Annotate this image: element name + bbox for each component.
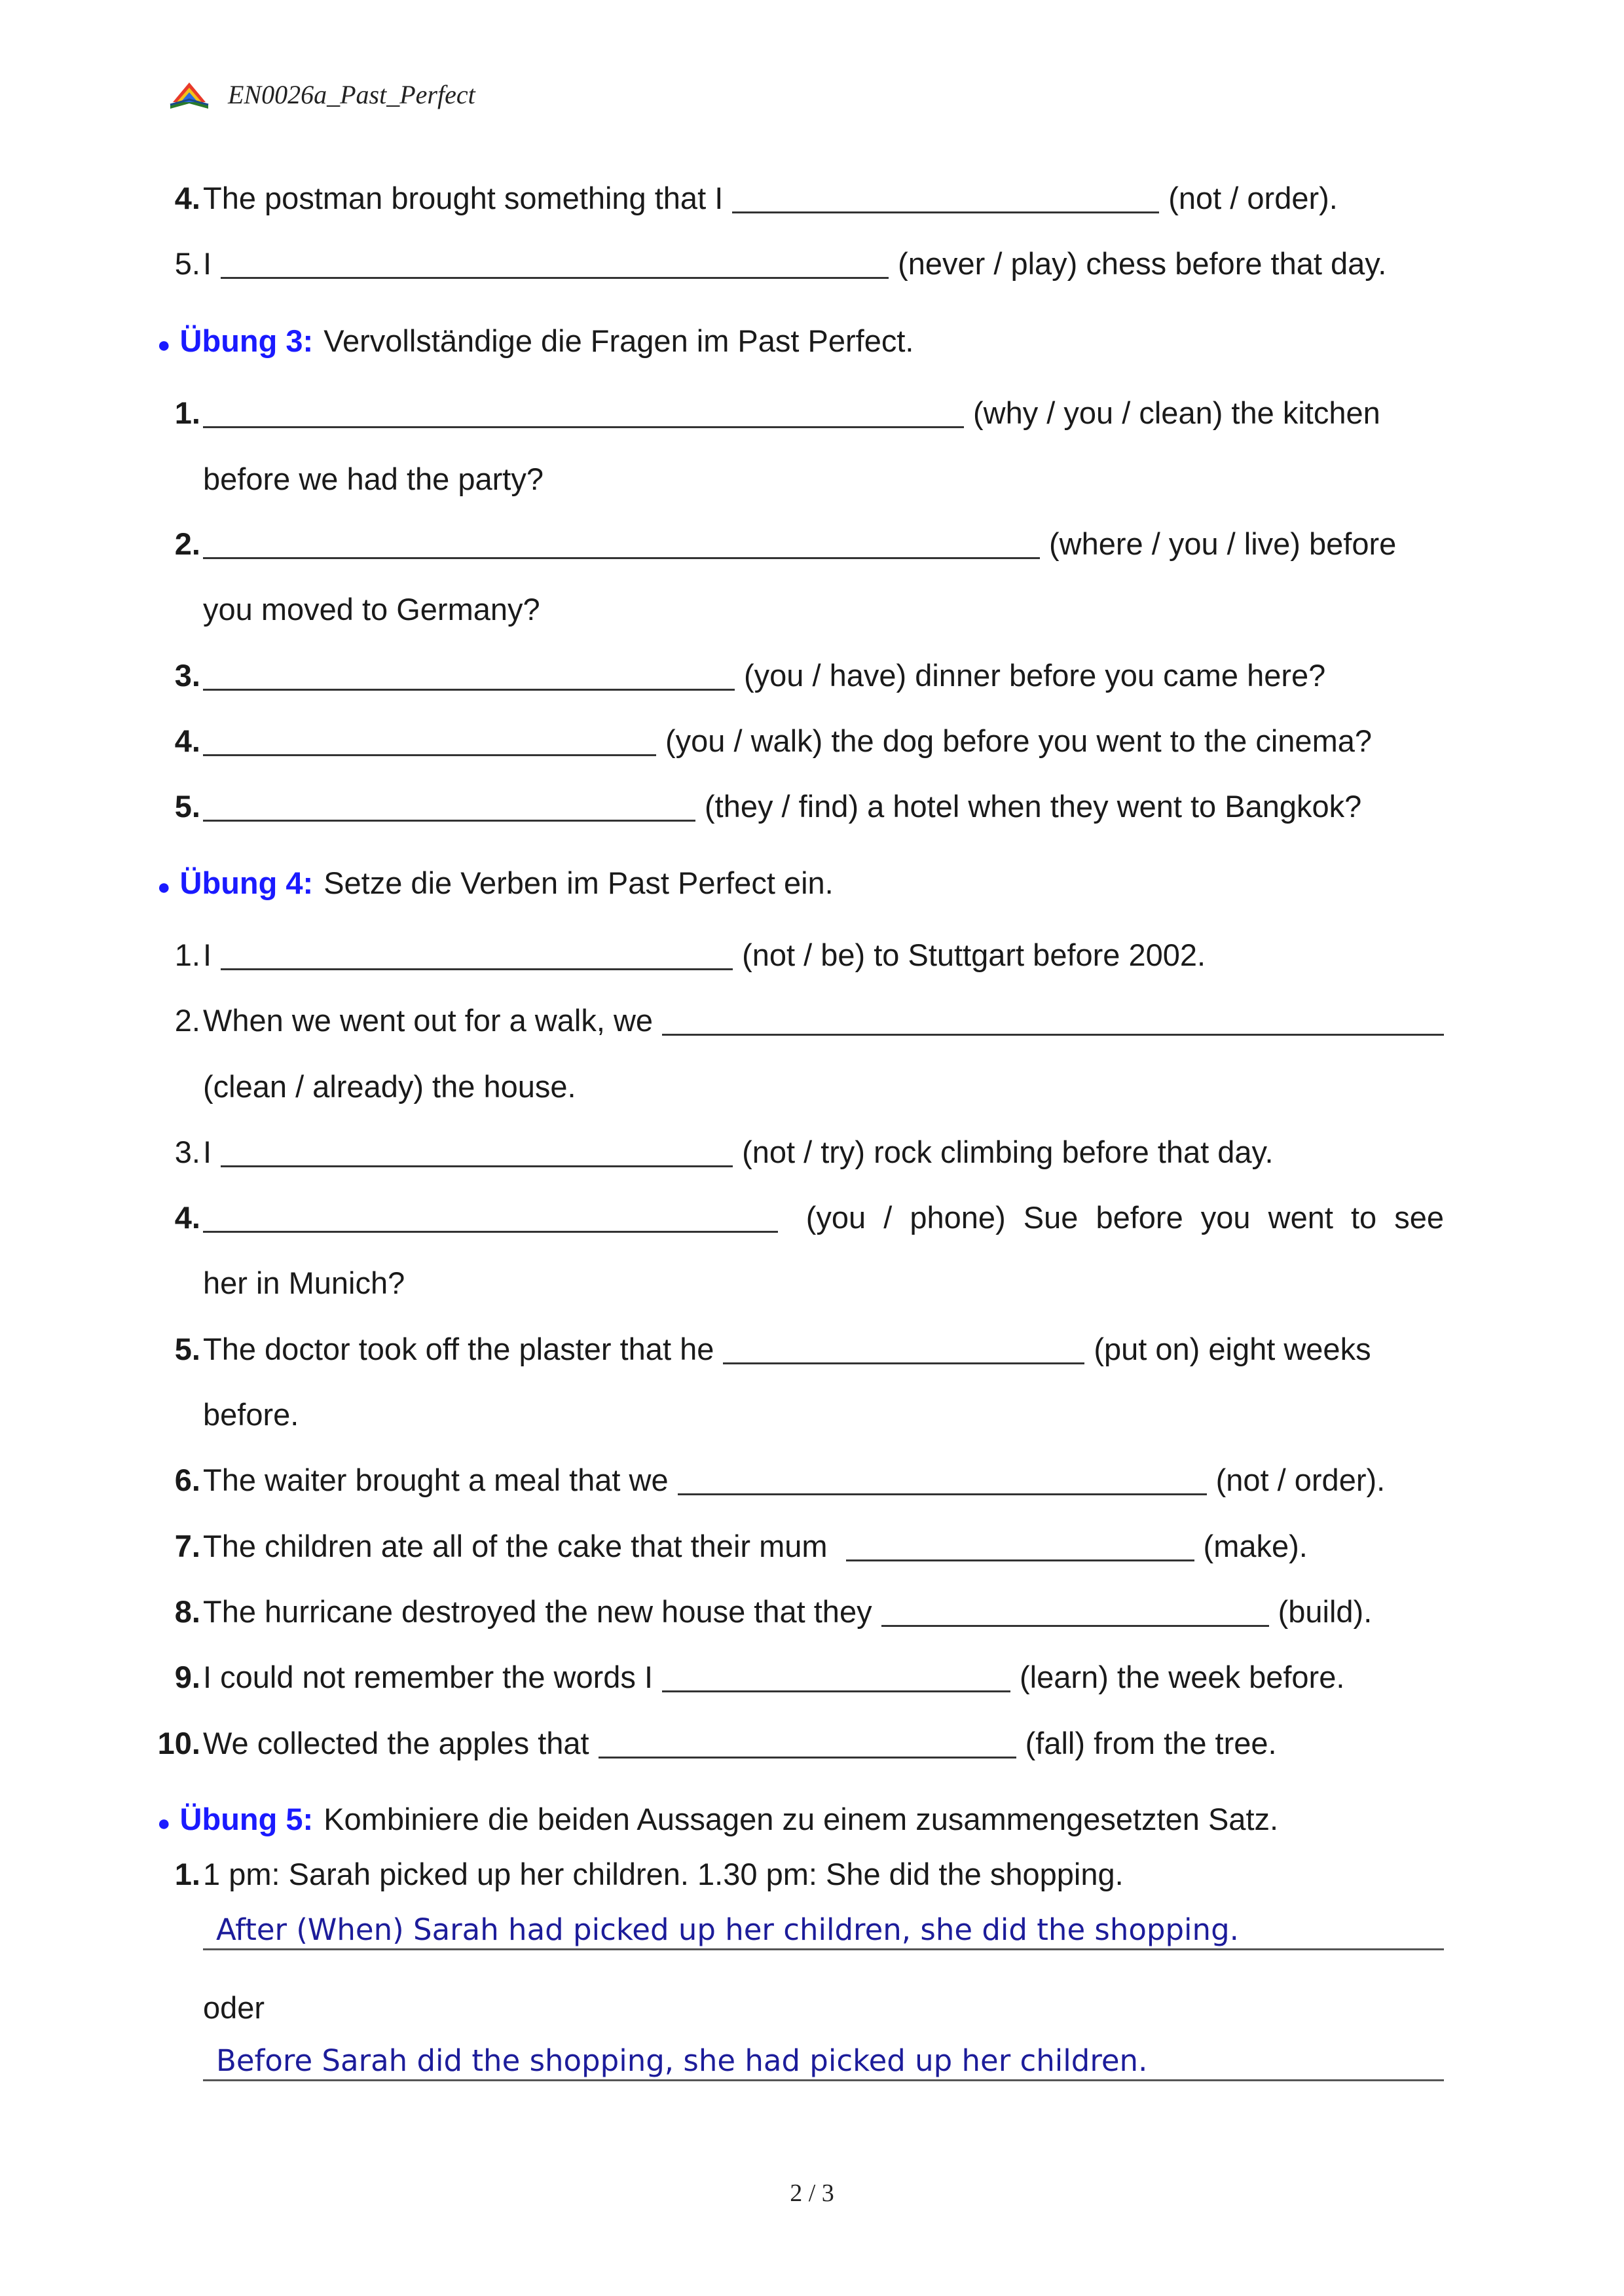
handwritten-answer: Before Sarah did the shopping, she had picked up her children.	[216, 2043, 1148, 2078]
exercise-item: 3. I (not / try) rock climbing before that day.	[174, 1135, 1274, 1169]
page-header	[168, 73, 475, 115]
exercise-item: 5. I (never / play) chess before that day.	[174, 246, 1387, 281]
exercise-item-continuation: (clean / already) the house.	[203, 1069, 576, 1104]
exercise-5-heading: ● Übung 5: Kombiniere die beiden Aussagen zu einem zusammengesetzten Satz.	[157, 1802, 1279, 1836]
exercise-item-continuation: before we had the party?	[203, 462, 544, 496]
exercise-3-heading: ● Übung 3: Vervollständige die Fragen im Past Perfect.	[157, 323, 914, 358]
exercise-item-continuation: before.	[203, 1397, 299, 1432]
exercise-item: 10. We collected the apples that (fall) from the tree.	[157, 1726, 1277, 1760]
exercise-item: 5. The doctor took off the plaster that he (put on) eight weeks	[174, 1332, 1371, 1366]
exercise-item: 1. 1 pm: Sarah picked up her children. 1.30 pm: She did the shopping.	[174, 1857, 1124, 1891]
answer-blank[interactable]	[662, 1005, 1444, 1036]
page-number: 2 / 3	[790, 2179, 834, 2207]
or-label: oder	[203, 1990, 265, 2025]
bullet-icon: ●	[157, 1811, 171, 1836]
answer-blank[interactable]	[732, 183, 1159, 213]
answer-blank[interactable]	[723, 1334, 1084, 1364]
exercise-item-continuation: her in Munich?	[203, 1266, 405, 1300]
answer-blank[interactable]	[203, 725, 656, 756]
exercise-item: 9. I could not remember the words I (learn) the week before.	[174, 1660, 1345, 1694]
exercise-item: 4. (you / walk) the dog before you went to the cinema?	[174, 723, 1373, 758]
answer-blank[interactable]	[662, 1662, 1010, 1692]
exercise-item: 1. I (not / be) to Stuttgart before 2002.	[174, 938, 1206, 972]
exercise-item: 5. (they / find) a hotel when they went to Bangkok?	[174, 789, 1362, 824]
answer-blank[interactable]	[881, 1596, 1269, 1627]
answer-blank[interactable]	[221, 1137, 733, 1167]
exercise-item: 6. The waiter brought a meal that we (not / order).	[174, 1463, 1386, 1497]
answer-blank[interactable]	[221, 939, 733, 970]
exercise-item: 1. (why / you / clean) the kitchen	[174, 395, 1380, 430]
answer-blank[interactable]	[846, 1531, 1194, 1561]
answer-blank[interactable]	[203, 660, 735, 691]
answer-blank[interactable]	[203, 397, 964, 428]
exercise-item: 7. The children ate all of the cake that their mum (make).	[174, 1529, 1308, 1563]
answer-line[interactable]	[203, 2037, 1444, 2081]
exercise-item-continuation: you moved to Germany?	[203, 592, 540, 627]
bullet-icon: ●	[157, 333, 171, 357]
exercise-item: 4. The postman brought something that I (not / order).	[174, 181, 1338, 215]
document-id: EN0026a_Past_Perfect	[228, 79, 475, 109]
exercise-item: 3. (you / have) dinner before you came here?	[174, 658, 1326, 693]
bullet-icon: ●	[157, 875, 171, 900]
answer-blank[interactable]	[221, 248, 889, 279]
answer-line[interactable]	[203, 1906, 1444, 1950]
answer-blank[interactable]	[203, 528, 1040, 559]
answer-blank[interactable]	[678, 1465, 1207, 1495]
exercise-4-heading: ● Übung 4: Setze die Verben im Past Perfect ein.	[157, 866, 834, 900]
answer-blank[interactable]	[599, 1728, 1016, 1758]
book-rainbow-logo-icon	[168, 79, 211, 110]
handwritten-answer: After (When) Sarah had picked up her children, she did the shopping.	[216, 1912, 1239, 1947]
exercise-item: 8. The hurricane destroyed the new house that they (build).	[174, 1594, 1373, 1629]
exercise-item: 4. (you / phone) Sue before you went to see	[174, 1200, 1444, 1235]
exercise-item: 2. When we went out for a walk, we	[131, 998, 1444, 1036]
answer-blank[interactable]	[203, 791, 695, 822]
exercise-item: 2. (where / you / live) before	[174, 526, 1397, 561]
answer-blank[interactable]	[203, 1202, 778, 1233]
